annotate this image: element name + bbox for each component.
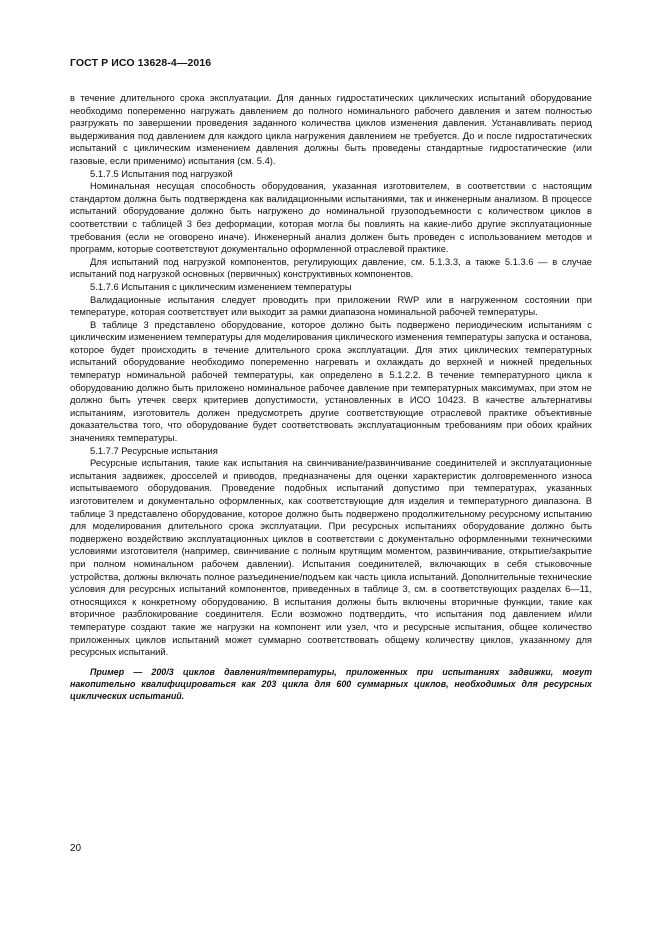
paragraph-load-components: Для испытаний под нагрузкой компонентов, регулирующих давление, см. 5.1.3.3, а также 5.1.3.6 — в случае испытаний под нагрузкой основных (первичных) конструктивных компонентов. — [70, 255, 592, 280]
paragraph-continuation: в течение длительного срока эксплуатации. Для данных гидростатических циклических испытаний оборудование необходимо попеременно нагружать давлением до полного номинального рабочего давления и затем полностью разгружать по завершении проведения заданного количества циклов изменения давления. Устанавливать период выдерживания под давлением для каждого цикла нагружения давлением не требуется. До и после гидростатических испытаний с циклическим изменением давления должны быть проведены стандартные гидростатические (или газовые, если применимо) испытания (см. 5.4). — [70, 92, 592, 166]
body-text — [70, 92, 592, 702]
section-heading-5-1-7-5: 5.1.7.5 Испытания под нагрузкой — [90, 167, 233, 179]
section-heading-5-1-7-7: 5.1.7.7 Ресурсные испытания — [90, 444, 218, 456]
document-header: ГОСТ Р ИСО 13628-4—2016 — [70, 57, 212, 69]
page-number: 20 — [70, 843, 82, 854]
section-heading-5-1-7-6: 5.1.7.6 Испытания с циклическим изменением температуры — [90, 280, 352, 292]
paragraph-temperature-cycling: В таблице 3 представлено оборудование, которое должно быть подвержено периодическим испытаниям с циклическим изменением температуры для моделирования циклического изменения температуры запуска и останова, которое будет происходить в течение длительного срока эксплуатации. Для этих циклических температурных испытаний оборудование необходимо попеременно нагревать и охлаждать до верхней и нижней предельных температур номинальной рабочей температуры, как определено в 5.1.2.2. В течение температурного цикла к оборудованию должно быть приложено номинальное рабочее давление при температурных максимумах, при этом не должно быть утечек сверх критериев допустимости, установленных в ИСО 10423. В качестве альтернативы испытаниям, изготовитель должен предусмотреть другие соответствующие отраслевой практике объективные доказательства того, что оборудование будет соответствовать эксплуатационным требованиям при обоих крайних значениях температуры. — [70, 318, 592, 444]
paragraph-endurance-tests: Ресурсные испытания, такие как испытания на свинчивание/развинчивание соединителей и эксплуатационные испытания задвижек, дросселей и приводов, предназначены для оценки характеристик долговременного износа испытываемого оборудования. Проведение подобных испытаний допустимо при температурах, указанных изготовителем и документально оформленных, как соответствующие для изделия и температурного диапазона. В таблице 3 представлено оборудование, которое должно быть подвержено продолжительному ресурсному испытанию для моделирования длительного срока эксплуатации. При ресурсных испытаниях оборудование должно быть подвержено воздействию эксплуатационных циклов в соответствии с документально оформленными техническими условиями изготовителя (например, свинчивание с полным крутящим моментом, развинчивание, открытие/закрытие при полном номинальном рабочем давлении). Испытания соединителей, включающих в себя стыковочные устройства, должны включать полное разъединение/подъем как часть цикла испытаний. Дополнительные технические условия для ресурсных испытаний компонентов, приведенных в таблице 3, см. в соответствующих разделах 6—11, относящихся к конкретному оборудованию. В испытания должны быть включены вторичные функции, такие как вторичное разблокирование соединителя. Если возможно подтвердить, что испытания под давлением и/или температуре создают такие же нагрузки на компонент или узел, что и ресурсные испытания, общее количество приложенных циклов испытаний может суммарно соответствовать общему количеству циклов, указанному для ресурсных испытаний. — [70, 457, 592, 658]
example-note: Пример — 200/3 циклов давления/температуры, приложенных при испытаниях задвижки, могут накопительно квалифицироваться как 203 цикла для 600 суммарных циклов, необходимых для ресурсных циклических испытаний. — [70, 666, 592, 701]
paragraph-validation-tests: Валидационные испытания следует проводить при приложении RWP или в нагруженном состоянии при температуре, которая соответствует или выходит за рамки диапазона номинальной рабочей температуры. — [70, 293, 592, 318]
paragraph-load-capacity: Номинальная несущая способность оборудования, указанная изготовителем, в соответствии с настоящим стандартом должна быть подтверждена как валидационными испытаниями, так и инженерным анализом. В процессе испытаний оборудование должно быть нагружено до номинальной грузоподъемности с количеством циклов в соответствии с таблицей 3 без деформации, которая могла бы повлиять на какие-либо другие эксплуатационные требования (если не оговорено иначе). Инженерный анализ должен быть проведен с использованием методов и программ, которые соответствуют документально оформленной отраслевой практике. — [70, 180, 592, 255]
